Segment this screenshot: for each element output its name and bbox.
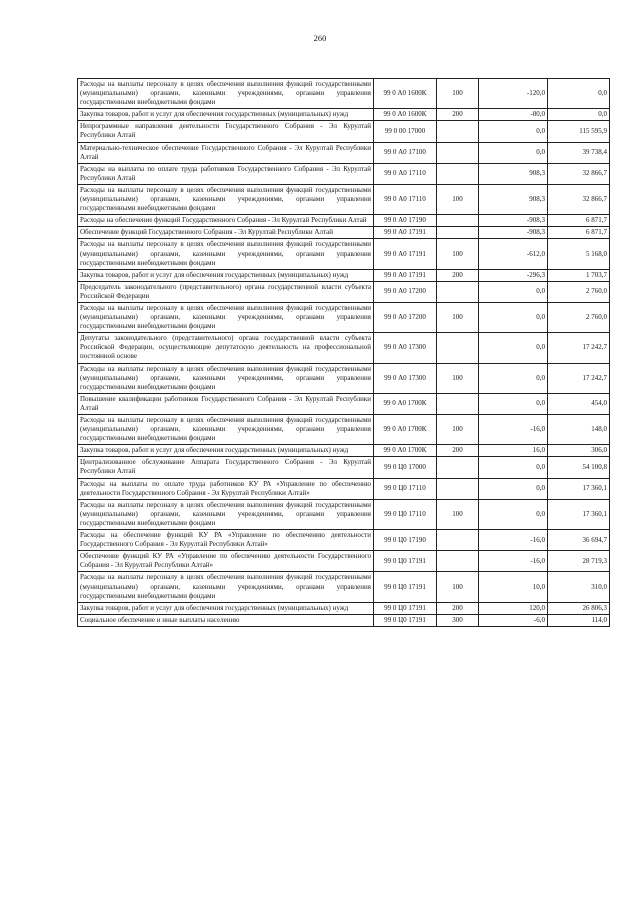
table-row: [78, 109, 610, 121]
amount-change-cell: -16,0: [479, 551, 548, 572]
expense-type-cell: 200: [437, 445, 479, 457]
expense-type-cell: [437, 281, 479, 302]
table-row: [78, 163, 610, 184]
amount-total-cell: 17 242,7: [548, 333, 610, 363]
table-row: [78, 614, 610, 626]
amount-change-cell: 0,0: [479, 121, 548, 142]
expense-name-cell: Расходы на выплаты персоналу в целях обеспечения выполнения функций государственными (муниципальными) органами, казенными учреждениями, органами управления государственными внебюджетными фондами: [78, 79, 374, 109]
expense-type-cell: 100: [437, 415, 479, 445]
expense-type-cell: 300: [437, 614, 479, 626]
table-row: [78, 363, 610, 393]
target-article-code-cell: 99 0 Ц0 17191: [374, 614, 437, 626]
page-number: 260: [313, 33, 327, 43]
target-article-code-cell: 99 0 А0 1600К: [374, 79, 437, 109]
expense-name-cell: Закупка товаров, работ и услуг для обеспечения государственных (муниципальных) нужд: [78, 269, 374, 281]
amount-change-cell: 0,0: [479, 302, 548, 332]
amount-change-cell: 0,0: [479, 281, 548, 302]
amount-total-cell: 17 360,1: [548, 499, 610, 529]
amount-total-cell: 5 168,0: [548, 239, 610, 269]
expense-name-cell: Расходы на обеспечение функций КУ РА «Управление по обеспечению деятельности Государственного Собрания - Эл Курултай Республики Алтай»: [78, 530, 374, 551]
amount-change-cell: 0,0: [479, 457, 548, 478]
table-row: [78, 457, 610, 478]
target-article-code-cell: 99 0 А0 17100: [374, 142, 437, 163]
target-article-code-cell: 99 0 Ц0 17110: [374, 499, 437, 529]
target-article-code-cell: 99 0 А0 17191: [374, 239, 437, 269]
expense-name-cell: Расходы на выплаты персоналу в целях обеспечения выполнения функций государственными (муниципальными) органами, казенными учреждениями, органами управления государственными внебюджетными фондами: [78, 302, 374, 332]
target-article-code-cell: 99 0 А0 1700К: [374, 393, 437, 414]
target-article-code-cell: 99 0 А0 17300: [374, 363, 437, 393]
table-row: [78, 281, 610, 302]
amount-total-cell: 2 760,0: [548, 302, 610, 332]
table-row: [78, 302, 610, 332]
expense-name-cell: Расходы на выплаты персоналу в целях обеспечения выполнения функций государственными (муниципальными) органами, казенными учреждениями, органами управления государственными внебюджетными фондами: [78, 184, 374, 214]
expense-type-cell: 200: [437, 602, 479, 614]
table-row: [78, 215, 610, 227]
amount-total-cell: 114,0: [548, 614, 610, 626]
amount-total-cell: 28 719,3: [548, 551, 610, 572]
target-article-code-cell: 99 0 А0 17110: [374, 163, 437, 184]
target-article-code-cell: 99 0 Ц0 17190: [374, 530, 437, 551]
amount-change-cell: -612,0: [479, 239, 548, 269]
table-row: [78, 445, 610, 457]
table-row: [78, 239, 610, 269]
amount-change-cell: 10,0: [479, 572, 548, 602]
amount-total-cell: 6 871,7: [548, 215, 610, 227]
budget-table: [77, 78, 610, 627]
amount-total-cell: 39 738,4: [548, 142, 610, 163]
expense-type-cell: [437, 227, 479, 239]
amount-change-cell: 0,0: [479, 499, 548, 529]
expense-type-cell: [437, 163, 479, 184]
expense-name-cell: Закупка товаров, работ и услуг для обеспечения государственных (муниципальных) нужд: [78, 109, 374, 121]
target-article-code-cell: 99 0 Ц0 17191: [374, 572, 437, 602]
amount-total-cell: 115 595,9: [548, 121, 610, 142]
table-row: [78, 227, 610, 239]
target-article-code-cell: 99 0 Ц0 17110: [374, 478, 437, 499]
amount-total-cell: 0,0: [548, 79, 610, 109]
amount-change-cell: -908,3: [479, 227, 548, 239]
expense-name-cell: Обеспечение функций КУ РА «Управление по обеспечению деятельности Государственного Собрания - Эл Курултай Республики Алтай»: [78, 551, 374, 572]
amount-total-cell: 1 703,7: [548, 269, 610, 281]
expense-name-cell: Обеспечение функций Государственного Собрания - Эл Курултай Республики Алтай: [78, 227, 374, 239]
expense-name-cell: Расходы на выплаты персоналу в целях обеспечения выполнения функций государственными (муниципальными) органами, казенными учреждениями, органами управления государственными внебюджетными фондами: [78, 499, 374, 529]
expense-name-cell: Расходы на обеспечение функций Государственного Собрания - Эл Курултай Республики Алтай: [78, 215, 374, 227]
table-row: [78, 602, 610, 614]
amount-change-cell: -80,0: [479, 109, 548, 121]
expense-type-cell: 100: [437, 572, 479, 602]
expense-name-cell: Социальное обеспечение и иные выплаты населению: [78, 614, 374, 626]
target-article-code-cell: 99 0 А0 1700К: [374, 445, 437, 457]
expense-name-cell: Депутаты законодательного (представительного) органа государственной власти субъекта Российской Федерации, осуществляющие депутатскую деятельность на профессиональной постоянной основе: [78, 333, 374, 363]
expense-type-cell: [437, 333, 479, 363]
amount-total-cell: 26 806,3: [548, 602, 610, 614]
amount-total-cell: 32 866,7: [548, 184, 610, 214]
amount-change-cell: -6,0: [479, 614, 548, 626]
expense-name-cell: Закупка товаров, работ и услуг для обеспечения государственных (муниципальных) нужд: [78, 602, 374, 614]
amount-total-cell: 454,0: [548, 393, 610, 414]
expense-type-cell: [437, 142, 479, 163]
amount-total-cell: 2 760,0: [548, 281, 610, 302]
expense-type-cell: 100: [437, 302, 479, 332]
expense-type-cell: 100: [437, 363, 479, 393]
amount-change-cell: -908,3: [479, 215, 548, 227]
table-row: [78, 121, 610, 142]
expense-name-cell: Материально-техническое обеспечение Государственного Собрания - Эл Курултай Республики Алтай: [78, 142, 374, 163]
expense-name-cell: Расходы на выплаты персоналу в целях обеспечения выполнения функций государственными (муниципальными) органами, казенными учреждениями, органами управления государственными внебюджетными фондами: [78, 415, 374, 445]
table-row: [78, 184, 610, 214]
target-article-code-cell: 99 0 Ц0 17191: [374, 602, 437, 614]
expense-type-cell: 200: [437, 269, 479, 281]
target-article-code-cell: 99 0 А0 17190: [374, 215, 437, 227]
expense-name-cell: Расходы на выплаты персоналу в целях обеспечения выполнения функций государственными (муниципальными) органами, казенными учреждениями, органами управления государственными внебюджетными фондами: [78, 572, 374, 602]
amount-change-cell: -16,0: [479, 530, 548, 551]
amount-total-cell: 54 100,8: [548, 457, 610, 478]
expense-type-cell: 200: [437, 109, 479, 121]
amount-total-cell: 6 871,7: [548, 227, 610, 239]
target-article-code-cell: 99 0 Ц0 17191: [374, 551, 437, 572]
amount-total-cell: 310,0: [548, 572, 610, 602]
expense-type-cell: [437, 457, 479, 478]
amount-change-cell: 908,3: [479, 184, 548, 214]
table-row: [78, 269, 610, 281]
expense-name-cell: Расходы на выплаты персоналу в целях обеспечения выполнения функций государственными (муниципальными) органами, казенными учреждениями, органами управления государственными внебюджетными фондами: [78, 363, 374, 393]
amount-total-cell: 148,0: [548, 415, 610, 445]
expense-name-cell: Расходы на выплаты по оплате труда работников КУ РА «Управление по обеспечению деятельности Государственного Собрания - Эл Курултай Республики Алтай»: [78, 478, 374, 499]
amount-change-cell: 16,0: [479, 445, 548, 457]
expense-name-cell: Централизованное обслуживание Аппарата Государственного Собрания - Эл Курултай Республики Алтай: [78, 457, 374, 478]
expense-type-cell: 100: [437, 184, 479, 214]
amount-change-cell: 0,0: [479, 142, 548, 163]
amount-total-cell: 0,0: [548, 109, 610, 121]
target-article-code-cell: 99 0 00 17000: [374, 121, 437, 142]
table-row: [78, 478, 610, 499]
target-article-code-cell: 99 0 А0 17300: [374, 333, 437, 363]
expense-type-cell: 100: [437, 239, 479, 269]
table-row: [78, 142, 610, 163]
budget-table-body: [78, 79, 610, 627]
table-row: [78, 551, 610, 572]
amount-change-cell: 908,3: [479, 163, 548, 184]
table-row: [78, 530, 610, 551]
table-row: [78, 572, 610, 602]
amount-total-cell: 17 242,7: [548, 363, 610, 393]
amount-change-cell: 0,0: [479, 393, 548, 414]
expense-name-cell: Расходы на выплаты персоналу в целях обеспечения выполнения функций государственными (муниципальными) органами, казенными учреждениями, органами управления государственными внебюджетными фондами: [78, 239, 374, 269]
amount-change-cell: -16,0: [479, 415, 548, 445]
expense-type-cell: [437, 393, 479, 414]
expense-type-cell: [437, 551, 479, 572]
expense-type-cell: 100: [437, 79, 479, 109]
target-article-code-cell: 99 0 А0 17200: [374, 281, 437, 302]
expense-name-cell: Повышение квалификации работников Государственного Собрания - Эл Курултай Республики Алтай: [78, 393, 374, 414]
table-row: [78, 333, 610, 363]
target-article-code-cell: 99 0 А0 1600К: [374, 109, 437, 121]
amount-change-cell: 0,0: [479, 478, 548, 499]
target-article-code-cell: 99 0 Ц0 17000: [374, 457, 437, 478]
target-article-code-cell: 99 0 А0 1700К: [374, 415, 437, 445]
expense-type-cell: [437, 121, 479, 142]
amount-total-cell: 32 866,7: [548, 163, 610, 184]
table-row: [78, 499, 610, 529]
expense-name-cell: Непрограммные направления деятельности Государственного Собрания - Эл Курултай Республики Алтай: [78, 121, 374, 142]
table-row: [78, 415, 610, 445]
expense-name-cell: Расходы на выплаты по оплате труда работников Государственного Собрания - Эл Курултай Республики Алтай: [78, 163, 374, 184]
target-article-code-cell: 99 0 А0 17191: [374, 269, 437, 281]
expense-name-cell: Председатель законодательного (представительного) органа государственной власти субъекта Российской Федерации: [78, 281, 374, 302]
amount-change-cell: -296,3: [479, 269, 548, 281]
amount-change-cell: -120,0: [479, 79, 548, 109]
target-article-code-cell: 99 0 А0 17191: [374, 227, 437, 239]
amount-change-cell: 120,0: [479, 602, 548, 614]
expense-type-cell: 100: [437, 499, 479, 529]
amount-total-cell: 36 694,7: [548, 530, 610, 551]
amount-change-cell: 0,0: [479, 333, 548, 363]
table-row: [78, 79, 610, 109]
target-article-code-cell: 99 0 А0 17200: [374, 302, 437, 332]
amount-change-cell: 0,0: [479, 363, 548, 393]
target-article-code-cell: 99 0 А0 17110: [374, 184, 437, 214]
expense-name-cell: Закупка товаров, работ и услуг для обеспечения государственных (муниципальных) нужд: [78, 445, 374, 457]
expense-type-cell: [437, 215, 479, 227]
amount-total-cell: 17 360,1: [548, 478, 610, 499]
amount-total-cell: 306,0: [548, 445, 610, 457]
expense-type-cell: [437, 478, 479, 499]
expense-type-cell: [437, 530, 479, 551]
table-row: [78, 393, 610, 414]
